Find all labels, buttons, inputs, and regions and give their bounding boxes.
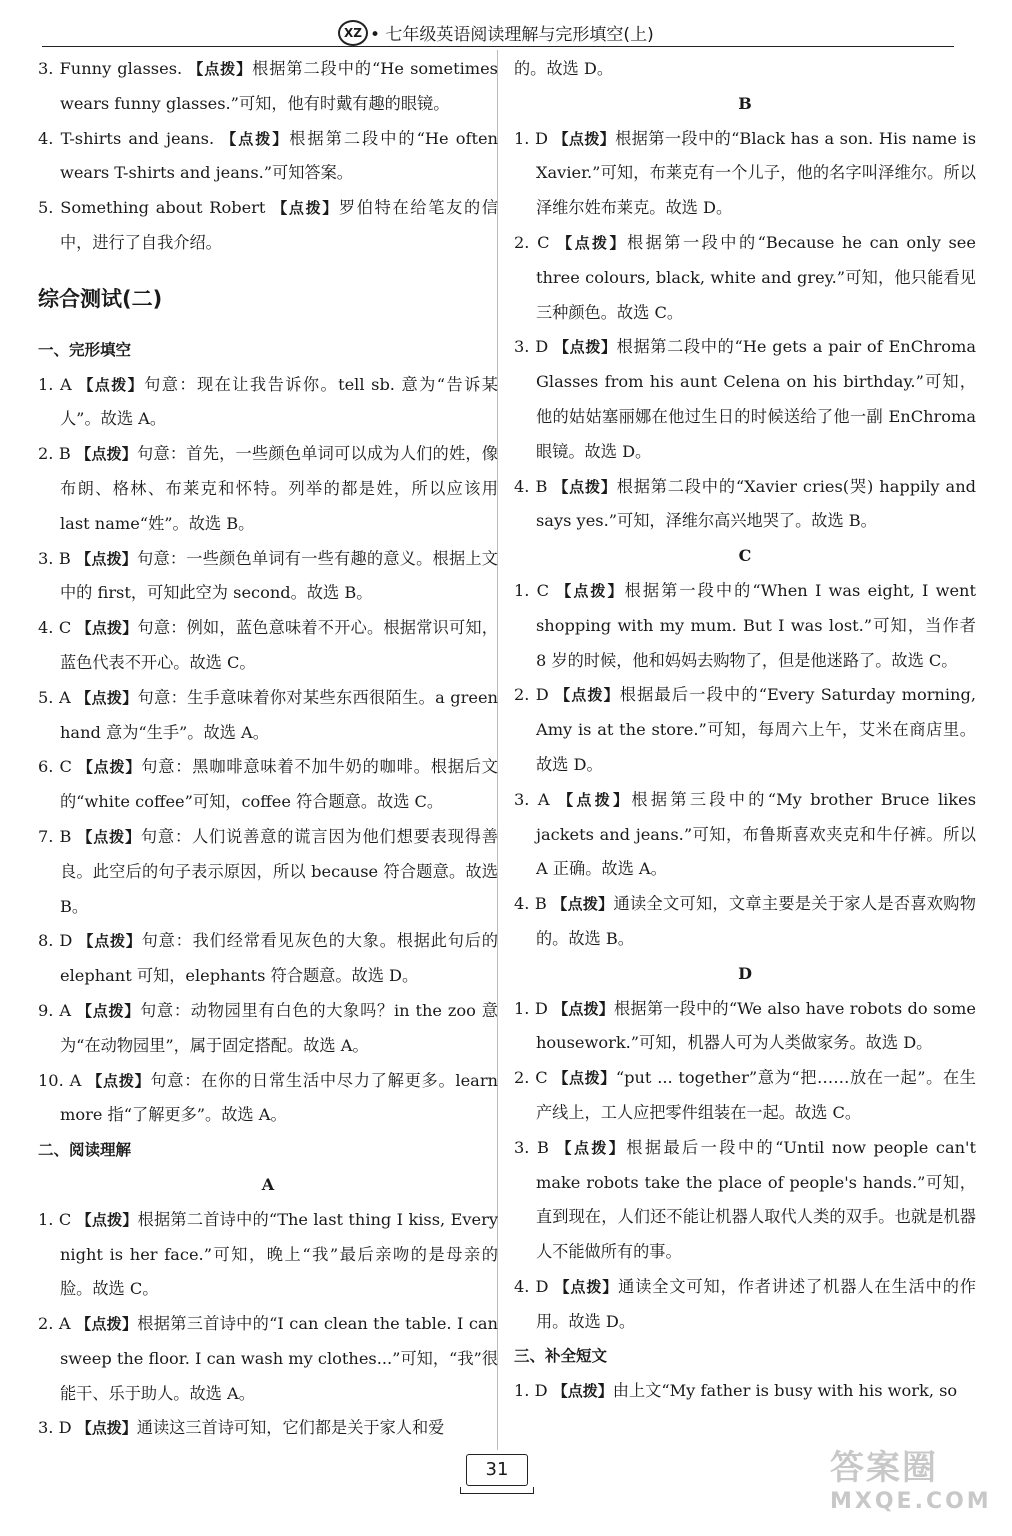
right-column <box>514 52 976 1409</box>
item-answer: D <box>534 998 548 1018</box>
item-answer: Something about Robert <box>60 198 266 218</box>
hint-tag: 【点拨】 <box>76 1210 138 1229</box>
hint-tag: 【点拨】 <box>77 827 141 846</box>
item-number: 1. <box>514 128 530 148</box>
hint-tag: 【点拨】 <box>87 1071 151 1090</box>
explanation-text: 根据最后一段中的“Every Saturday morning, Amy is at the store.”可知，每周六上午，艾米在商店里。故选 D。 <box>536 685 976 774</box>
item-number: 3. <box>38 548 54 568</box>
hint-tag: 【点拨】 <box>78 375 145 394</box>
answer-item <box>38 122 498 192</box>
answer-item <box>514 887 976 957</box>
item-number: 3. <box>514 337 530 357</box>
answer-list <box>514 574 976 957</box>
explanation-text: 根据第一段中的“Because he can only see three colours, black, white and grey.”可知，他只能看见三种颜色。故选 C。 <box>536 232 976 322</box>
item-answer: C <box>536 580 550 600</box>
answer-item <box>514 678 976 782</box>
explanation-text: 根据第二段中的“He gets a pair of EnChroma Glasses from his aunt Celena on his birthday.”可知，他的姑姑塞丽娜在他过生日的时候送给了他一副 EnChroma 眼镜。故选 D。 <box>536 337 976 461</box>
answer-item <box>38 1064 498 1134</box>
hint-tag: 【点拨】 <box>76 445 138 464</box>
passage-label: A <box>261 1174 275 1194</box>
item-number: 3. <box>514 1137 530 1157</box>
hint-tag: 【点拨】 <box>552 1382 613 1401</box>
item-number: 3. <box>514 789 530 809</box>
continued-text: 的。故选 D。 <box>514 59 614 78</box>
answer-list <box>514 992 976 1340</box>
item-answer: A <box>69 1070 82 1090</box>
explanation-text: 根据第三段中的“My brother Bruce likes jackets and jeans.”可知，布鲁斯喜欢夹克和牛仔裤。所以 A 正确。故选 A。 <box>536 789 976 879</box>
explanation-text: 通读全文可知，作者讲述了机器人在生活中的作用。故选 D。 <box>536 1276 976 1331</box>
explanation-text: 根据第一段中的“Black has a son. His name is Xavier.”可知，布莱克有一个儿子，他的名字叫泽维尔。所以泽维尔姓布莱克。故选 D。 <box>536 128 976 218</box>
answer-item <box>514 226 976 330</box>
explanation-text: 句意：在你的日常生活中尽力了解更多。learn more 指“了解更多”。故选 A。 <box>60 1070 498 1125</box>
test-title: 综合测试(二) <box>38 286 163 311</box>
hint-tag: 【点拨】 <box>556 581 625 600</box>
explanation-text: 根据最后一段中的“Until now people can't make robots take the place of people's hands.”可知，直到现在，人们还不能让机器人取代人类的双手。也就是机器人不能做所有的事。 <box>536 1137 976 1262</box>
explanation-text: 句意：生手意味着你对某些东西很陌生。a green hand 意为“生手”。故选 A。 <box>60 687 498 742</box>
item-answer: C <box>537 232 550 252</box>
explanation-text: 通读全文可知，文章主要是关于家人是否喜欢购物的。故选 B。 <box>536 894 976 948</box>
hint-tag: 【点拨】 <box>557 233 627 252</box>
hint-tag: 【点拨】 <box>553 477 617 496</box>
item-answer: B <box>59 826 72 846</box>
item-number: 1. <box>514 1381 530 1401</box>
item-answer: D <box>535 337 549 357</box>
item-answer: B <box>535 476 548 496</box>
hint-tag: 【点拨】 <box>188 60 253 78</box>
answer-item <box>38 820 498 924</box>
answer-item <box>514 1270 976 1340</box>
item-answer: C <box>535 1068 548 1088</box>
hint-tag: 【点拨】 <box>554 338 617 357</box>
hint-tag: 【点拨】 <box>555 686 620 705</box>
explanation-text: 句意：一些颜色单词有一些有趣的意义。根据上文中的 first，可知此空为 second。故选 B。 <box>60 548 498 603</box>
answer-item <box>38 924 498 994</box>
explanation-text: 根据第二段中的“He often wears T-shirts and jeans.”可知答案。 <box>60 128 498 183</box>
hint-tag: 【点拨】 <box>221 129 290 148</box>
item-number: 1. <box>514 998 530 1018</box>
hint-tag: 【点拨】 <box>76 549 138 568</box>
hint-tag: 【点拨】 <box>76 688 138 707</box>
section-title: 三、补全短文 <box>514 1347 608 1366</box>
explanation-text: 句意：现在让我告诉你。tell sb. 意为“告诉某人”。故选 A。 <box>60 374 498 429</box>
item-answer: D <box>535 128 548 148</box>
item-number: 4. <box>38 128 54 148</box>
item-answer: A <box>58 1314 71 1334</box>
explanation-text: 由上文“My father is busy with his work, so <box>612 1381 958 1401</box>
passage-label: B <box>738 93 752 113</box>
item-number: 4. <box>514 476 530 496</box>
explanation-text: 句意：首先，一些颜色单词可以成为人们的姓，像布朗、格林、布莱克和怀特。列举的都是姓，所以应该用 last name“姓”。故选 B。 <box>60 444 498 533</box>
explanation-text: 根据第二首诗中的“The last thing I kiss, Every night is her face.”可知，晚上“我”最后亲吻的是母亲的脸。故选 C。 <box>60 1209 498 1299</box>
explanation-text: 根据第一段中的“We also have robots do some housework.”可知，机器人可为人类做家务。故选 D。 <box>536 998 976 1053</box>
item-answer: B <box>537 1137 549 1157</box>
item-answer: D <box>535 685 549 705</box>
item-number: 4. <box>514 894 530 914</box>
header-rule <box>42 46 954 47</box>
item-number: 4. <box>514 1276 530 1296</box>
answer-list <box>38 52 498 261</box>
hint-tag: 【点拨】 <box>78 932 142 951</box>
left-column <box>38 52 498 1446</box>
hint-tag: 【点拨】 <box>76 1315 138 1334</box>
hint-tag: 【点拨】 <box>553 129 616 148</box>
book-title: • 七年级英语阅读理解与完形填空(上) <box>370 25 654 45</box>
answer-item <box>514 992 976 1062</box>
answer-item <box>514 122 976 226</box>
item-number: 8. <box>38 931 54 951</box>
answer-item <box>38 1307 498 1411</box>
passage-label: C <box>738 546 752 566</box>
explanation-text: 根据第一段中的“When I was eight, I went shopping with my mum. But I was lost.”可知，当作者 8 岁的时候，他和妈妈去购物了，但是他迷路了。故选 C。 <box>536 580 976 670</box>
item-number: 1. <box>38 374 54 394</box>
item-number: 6. <box>38 757 54 777</box>
hint-tag: 【点拨】 <box>272 199 339 218</box>
hint-tag: 【点拨】 <box>553 1069 616 1088</box>
item-answer: Funny glasses. <box>59 59 183 78</box>
explanation-text: 根据第三首诗中的“I can clean the table. I can sweep the floor. I can wash my clothes...”可知，“我”很能干、乐于助人。故选 A。 <box>60 1314 498 1403</box>
item-answer: A <box>59 1000 72 1020</box>
answer-list <box>38 1203 498 1447</box>
item-number: 3. <box>38 59 54 78</box>
hint-tag: 【点拨】 <box>553 999 615 1018</box>
watermark-logo: 答案圈 MXQE.COM <box>830 1448 992 1514</box>
explanation-text: 句意：动物园里有白色的大象吗？in the zoo 意为“在动物园里”，属于固定搭配。故选 A。 <box>60 1000 498 1055</box>
item-answer: A <box>60 374 72 394</box>
item-answer: D <box>534 1381 548 1401</box>
hint-tag: 【点拨】 <box>76 619 138 638</box>
answer-item <box>514 330 976 469</box>
item-answer: D <box>535 1276 549 1296</box>
item-answer: C <box>58 618 72 638</box>
item-answer: D <box>59 931 73 951</box>
item-number: 1. <box>38 1209 54 1229</box>
item-answer: B <box>58 444 71 464</box>
explanation-text: 根据第二段中的“Xavier cries(哭) happily and says yes.”可知，泽维尔高兴地哭了。故选 B。 <box>536 476 976 531</box>
item-number: 9. <box>38 1000 54 1020</box>
explanation-text: “put ... together”意为“把……放在一起”。在生产线上，工人应把零件组装在一起。故选 C。 <box>536 1068 976 1122</box>
item-number: 5. <box>38 687 54 707</box>
item-answer: B <box>534 894 547 914</box>
item-number: 2. <box>514 685 530 705</box>
book-icon <box>460 1487 534 1494</box>
explanation-text: 根据第二段中的“He sometimes wears funny glasses.”可知，他有时戴有趣的眼镜。 <box>60 59 498 113</box>
item-answer: A <box>58 687 71 707</box>
answer-item <box>514 574 976 678</box>
item-answer: T-shirts and jeans. <box>60 128 215 148</box>
answer-item <box>514 1131 976 1270</box>
hint-tag: 【点拨】 <box>552 895 614 914</box>
hint-tag: 【点拨】 <box>558 790 632 809</box>
answer-item <box>38 681 498 751</box>
hint-tag: 【点拨】 <box>556 1138 627 1157</box>
book-series-logo: XZ <box>338 20 368 46</box>
section-title: 一、完形填空 <box>38 340 132 359</box>
item-number: 10. <box>38 1070 64 1090</box>
answer-item <box>38 611 498 681</box>
item-number: 7. <box>38 826 54 846</box>
answer-item <box>38 191 498 261</box>
answer-list <box>514 1374 976 1409</box>
item-answer: C <box>59 757 72 777</box>
explanation-text: 句意：我们经常看见灰色的大象。根据此句后的 elephant 可知，elephants 符合题意。故选 D。 <box>60 931 498 986</box>
item-answer: B <box>58 548 71 568</box>
explanation-text: 句意：黑咖啡意味着不加牛奶的咖啡。根据后文的“white coffee”可知，coffee 符合题意。故选 C。 <box>60 757 498 812</box>
answer-item <box>514 783 976 887</box>
answer-item <box>38 994 498 1064</box>
answer-item <box>38 52 498 122</box>
explanation-text: 句意：人们说善意的谎言因为他们想要表现得善良。此空后的句子表示原因，所以 because 符合题意。故选 B。 <box>60 826 498 916</box>
item-number: 2. <box>38 444 54 464</box>
passage-label: D <box>738 963 752 983</box>
answer-item <box>514 1061 976 1131</box>
item-number: 5. <box>38 198 54 218</box>
item-number: 2. <box>514 1068 530 1088</box>
answer-item <box>38 542 498 612</box>
page-number: 31 <box>466 1454 528 1486</box>
item-answer: C <box>58 1209 72 1229</box>
answer-item <box>514 1374 976 1409</box>
answer-list <box>514 122 976 540</box>
item-answer: D <box>58 1418 72 1438</box>
item-number: 2. <box>38 1314 54 1334</box>
section-title: 二、阅读理解 <box>38 1141 132 1160</box>
page-header <box>42 18 954 46</box>
answer-item <box>38 437 498 541</box>
answer-item <box>38 750 498 820</box>
hint-tag: 【点拨】 <box>77 758 142 777</box>
answer-item <box>38 1203 498 1307</box>
answer-item <box>514 470 976 540</box>
explanation-text: 罗伯特在给笔友的信中，进行了自我介绍。 <box>60 198 498 252</box>
explanation-text: 句意：例如，蓝色意味着不开心。根据常识可知，蓝色代表不开心。故选 C。 <box>60 618 498 672</box>
item-number: 2. <box>514 232 530 252</box>
item-number: 3. <box>38 1418 54 1438</box>
hint-tag: 【点拨】 <box>76 1419 137 1438</box>
hint-tag: 【点拨】 <box>554 1277 619 1296</box>
item-number: 1. <box>514 580 530 600</box>
item-answer: A <box>537 789 550 809</box>
answer-item <box>38 368 498 438</box>
item-number: 4. <box>38 618 54 638</box>
answer-list <box>38 368 498 1134</box>
hint-tag: 【点拨】 <box>76 1001 140 1020</box>
explanation-text: 通读这三首诗可知，它们都是关于家人和爱 <box>136 1418 445 1438</box>
answer-item <box>38 1411 498 1446</box>
